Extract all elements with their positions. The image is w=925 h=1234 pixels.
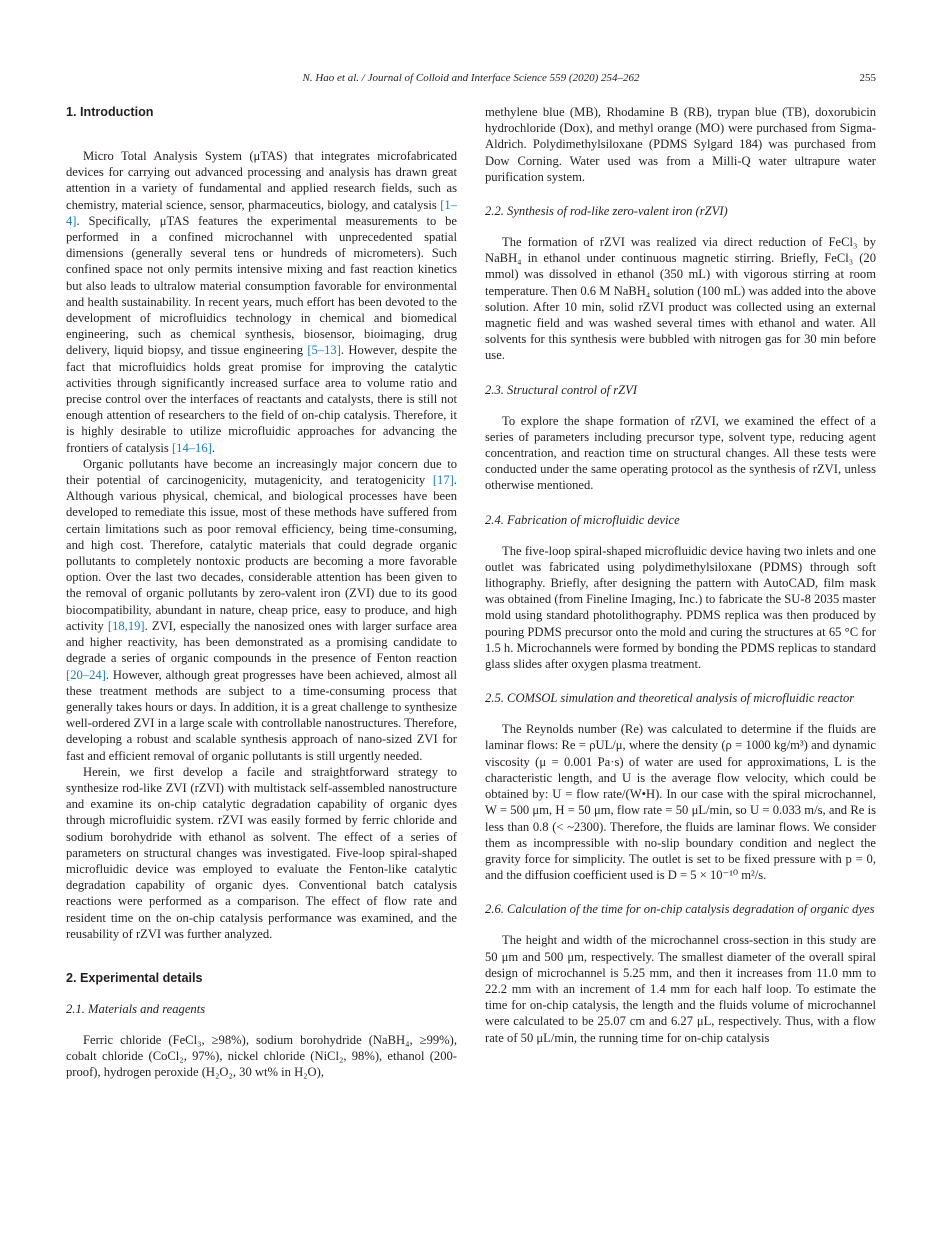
materials-paragraph-continued: methylene blue (MB), Rhodamine B (RB), trypan blue (TB), doxorubicin hydrochloride (Dox), and methyl orange (MO) were purchased from Sigma-Aldrich. Polydimethylsiloxane (PDMS Sylgard 184) was purchased from Dow Corning. Water used was from a Milli-Q water ultrapure water purification system. <box>485 105 876 184</box>
citation-link[interactable]: [5–13] <box>307 343 341 358</box>
structural-control-paragraph: To explore the shape formation of rZVI, we examined the effect of a series of parameters including precursor type, solvent type, reducing agent concentration, and reaction time on structural changes. All these tests were conducted under the same operating protocol as the synthesis of rZVI, unless otherwise mentioned. <box>485 413 876 493</box>
intro-paragraph-3: Herein, we first develop a facile and straightforward strategy to synthesize rod-like ZVI (rZVI) with multistack self-assembled nanostructure and examine its on-chip catalytic degradation capability of organic dyes through microfluidic system. rZVI was easily formed by ferric chloride and sodium borohydride with ethanol as solvent. The effect of a series of parameters on structural changes was investigated. Five-loop spiral-shaped microfluidic device was employed to evaluate the Fenton-like catalytic degradation capability of organic dyes. Conventional batch catalysis reactions were performed as a comparison. The effect of flow rate and resident time on the on-chip catalysis performance was examined, and the reusability of rZVI was further analyzed. <box>66 764 457 941</box>
subsection-heading-2-1: 2.1. Materials and reagents <box>66 1001 206 1016</box>
materials-paragraph: Ferric chloride (FeCl₃, ≥98%), sodium borohydride (NaBH₄, ≥99%), cobalt chloride (CoCl₂, 97%), nickel chloride (NiCl₂, 98%), ethanol (200-proof), hydrogen peroxide (H₂O₂, 30 wt% in H₂O), <box>66 1032 457 1080</box>
citation-link[interactable]: [1–4] <box>66 197 457 228</box>
citation-link[interactable]: [17] <box>432 473 454 488</box>
synthesis-paragraph: The formation of rZVI was realized via direct reduction of FeCl₃ by NaBH₄ in ethanol under continuous magnetic stirring. Briefly, FeCl₃ (20 mmol) was dissolved in ethanol (350 mL) with vigorous stirring at room temperature. Then 0.6 M NaBH₄ solution (100 mL) was added into the above solution. After 10 min, solid rZVI product was collected using an external magnetic field and was washed several times with ethanol and water. All solvents for this synthesis were bubbled with nitrogen gas for 30 min before use. <box>485 235 876 363</box>
comsol-paragraph: The Reynolds number (Re) was calculated to determine if the fluids are laminar flows: Re = ρUL/μ, where the density (ρ = 1000 kg/m³) and dynamic viscosity (μ = 0.001 Pa·s) of water are used for approximations, L is the characteristic length, and U is the average flow velocity, which could be obtained by: U = flow rate/(W•H). In our case with the spiral microchannel, W = 500 μm, H = 50 μm, flow rate = 50 μL/min, so U = 0.033 m/s, and Re is less than 0.8 (< ~2300). Therefore, the fluids are laminar flows. We consider them as incompressible with no-slip boundary condition and neglect the gravity force for simplicity. The outlet is set to be fixed pressure with p = 0, and the diffusion coefficient used is D = 5 × 10⁻¹⁰ m²/s. <box>485 722 876 883</box>
subsection-heading-2-5: 2.5. COMSOL simulation and theoretical analysis of microfluidic reactor <box>485 691 855 706</box>
section-heading-experimental: 2. Experimental details <box>66 970 203 985</box>
intro-paragraph-2: Organic pollutants have become an increasingly major concern due to their potential of carcinogenicity, mutagenicity, and teratogenicity [17]. Although various physical, chemical, and biological processes have been developed to remediate this issue, most of these methods have suffered from certain limitations such as poor removal efficiency, being time-consuming, and high cost. Therefore, catalytic materials that could degrade organic pollutants to completely nontoxic products are becoming a more favorable option. Over the last two decades, considerable attention has been given to the removal of organic pollutants by zero-valent iron (ZVI) due to its good biocompatibility, abundant in nature, cheap price, easy to produce, and high activity [18,19]. ZVI, especially the nanosized ones with larger surface area and higher reactivity, has been demonstrated as a promising candidate to degrade a series of organic compounds in the presence of Fenton reaction [20–24]. However, although great progresses have been achieved, almost all these treatment methods are subject to a time-consuming process that generally takes hours or days. In addition, it is a great challenge to synthesize well-ordered ZVI in a large scale with controllable nanostructures. Therefore, developing a robust and scalable synthesis approach of nano-sized ZVI for fast and efficient removal of organic pollutants is still urgently needed. <box>66 456 457 763</box>
citation-link[interactable]: [14–16] <box>171 440 212 455</box>
subsection-heading-2-4: 2.4. Fabrication of microfluidic device <box>485 512 680 527</box>
subsection-heading-2-3: 2.3. Structural control of rZVI <box>485 382 638 397</box>
citation-link[interactable]: [20–24] <box>66 667 106 682</box>
subsection-heading-2-2: 2.2. Synthesis of rod-like zero-valent iron (rZVI) <box>485 204 728 219</box>
subsection-heading-2-6: 2.6. Calculation of the time for on-chip catalysis degradation of organic dyes <box>485 902 875 917</box>
intro-paragraph-1: Micro Total Analysis System (μTAS) that integrates microfabricated devices for carrying out advanced processing and analysis has drawn great attention in a variety of fundamental and applied research fields, such as chemistry, material science, sensor, pharmaceutics, biology, and catalysis [1–4]. Specifically, μTAS features the experimental measurements to be performed in a confined microchannel with unprecedented spatial dimensions (generally several tens or hundreds of micrometers). Such confined space not only permits intensive mixing and fast reaction kinetics but also leads to ultralow material consumption favorable for environmental and health sustainability. In recent years, much effort has been devoted to the development of microfluidics technology in chemical and biomedical engineering, such as chemical synthesis, biosensor, bioimaging, drug delivery, liquid biopsy, and tissue engineering [5–13]. However, despite the fact that microfluidics holds great promise for improving the catalytic activities through significantly increased surface area to volume ratio and precise control over the interfaces of reactants and catalysts, there is still not enough attention of researchers to the field of on-chip catalysis. Therefore, it is highly desirable to utilize microfluidic approaches for advancing the frontiers of catalysis [14–16]. <box>66 149 457 455</box>
left-column <box>66 104 457 1081</box>
page-number: 255 <box>859 72 876 84</box>
right-column <box>485 104 876 1046</box>
journal-citation: N. Hao et al. / Journal of Colloid and Interface Science 559 (2020) 254–262 <box>302 72 640 84</box>
running-header <box>66 72 876 88</box>
catalysis-time-paragraph: The height and width of the microchannel cross-section in this study are 50 μm and 500 μm, respectively. The smallest diameter of the overall spiral design of microchannel is 5.25 mm, and then it increases from 11.0 mm to 22.2 mm with an increment of 1.4 mm for each half loop. To estimate the time for on-chip catalysis, the length and the fluids volume of microchannel were calculated to be 25.07 cm and 6.27 μL, respectively. Thus, with a flow rate of 50 μL/min, the running time for on-chip catalysis <box>485 933 876 1045</box>
fabrication-paragraph: The five-loop spiral-shaped microfluidic device having two inlets and one outlet was fabricated using polydimethylsiloxane (PDMS) through soft lithography. Briefly, after designing the pattern with AutoCAD, film mask was obtained (from Fineline Imaging, Inc.) to fabricate the SU-8 2035 master mold using standard photolithography. PDMS replica was then produced by pouring PDMS precursor onto the mold and curing the structures at 65 °C for 1.5 h. Microchannels were formed by bonding the PDMS replicas to standard glass slides after oxygen plasma treatment. <box>485 543 876 672</box>
section-heading-introduction: 1. Introduction <box>66 105 154 119</box>
citation-link[interactable]: [18,19] <box>107 618 145 633</box>
